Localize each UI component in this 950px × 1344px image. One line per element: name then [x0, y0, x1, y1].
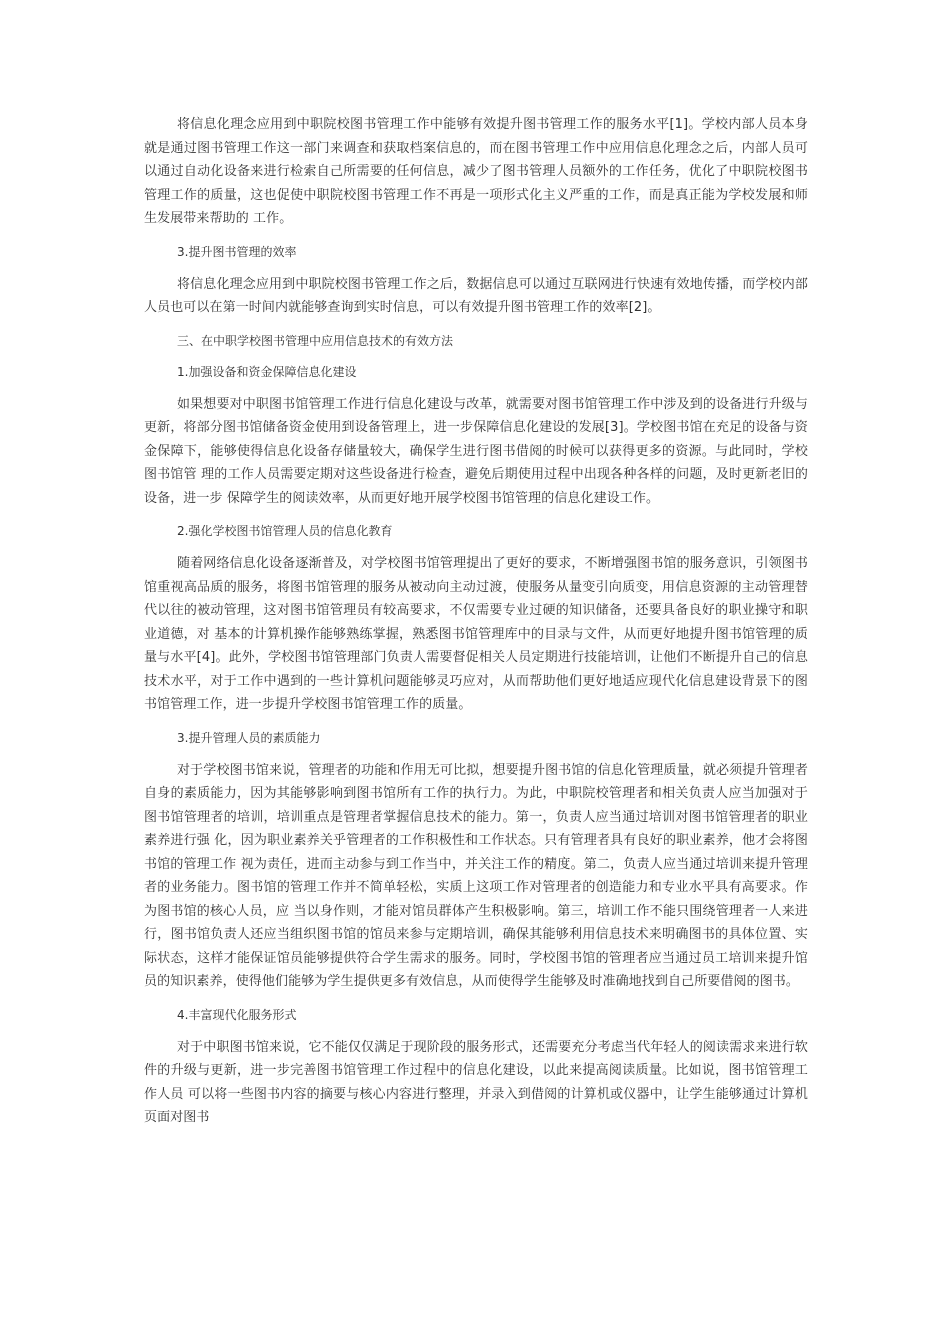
paragraph-modern-service: 对于中职图书馆来说，它不能仅仅满足于现阶段的服务形式，还需要充分考虑当代年轻人的阅读需求来进行软件的升级与更新，进一步完善图书馆管理工作过程中的信息化建设，以此来提高阅读质量。比如说，图书馆管理工作人员 可以将一些图书内容的摘要与核心内容进行整理，并录入到借阅的计算机或仪器中，让学生能够通过计算机页面对图书	[144, 1039, 808, 1125]
paragraph-staff-education: 随着网络信息化设备逐渐普及，对学校图书馆管理提出了更好的要求，不断增强图书馆的服务意识，引领图书馆重视高品质的服务，将图书馆管理的服务从被动向主动过渡，使服务从量变引向质变，用信息资源的主动管理替代以往的被动管理，这对图书馆管理员有较高要求，不仅需要专业过硬的知识储备，还要具备良好的职业操守和职业道德，对 基本的计算机操作能够熟练掌握，熟悉图书馆管理库中的目录与文件，从而更好地提升图书馆管理的质量与水平[4]。此外，学校图书馆管理部门负责人需要督促相关人员定期进行技能培训，让他们不断提升自己的信息技术水平，对于工作中遇到的一些计算机问题能够灵巧应对，从而帮助他们更好地适应现代化信息建设背景下的图书馆管理工作，进一步提升学校图书馆管理工作的质量。	[144, 556, 808, 712]
paragraph-staff-quality: 对于学校图书馆来说，管理者的功能和作用无可比拟，想要提升图书馆的信息化管理质量，就必须提升管理者自身的素质能力，因为其能够影响到图书馆所有工作的执行力。为此，中职院校管理者和相关负责人应当加强对于图书馆管理者的培训，培训重点是管理者掌握信息技术的能力。第一，负责人应当通过培训对图书馆管理者的职业素养进行强 化，因为职业素养关乎管理者的工作积极性和工作状态。只有管理者具有良好的职业素养，他才会将图书馆的管理工作 视为责任，进而主动参与到工作当中，并关注工作的精度。第二，负责人应当通过培训来提升管理者的业务能力。图书馆的管理工作并不简单轻松，实质上这项工作对管理者的创造能力和专业水平具有高要求。作为图书馆的核心人员，应 当以身作则，才能对馆员群体产生积极影响。第三，培训工作不能只围绕管理者一人来进行，图书馆负责人还应当组织图书馆的馆员来参与定期培训，确保其能够利用信息技术来明确图书的具体位置、实际状态，这样才能保证馆员能够提供符合学生需求的服务。同时，学校图书馆的管理者应当通过员工培训来提升馆员的知识素养，使得他们能够为学生提供更多有效信息，从而使得学生能够及时准确地找到自己所要借阅的图书。	[144, 762, 808, 989]
document-page	[144, 113, 808, 1141]
heading-equipment-funding: 1.加强设备和资金保障信息化建设	[177, 364, 357, 379]
heading-staff-quality: 3.提升管理人员的素质能力	[177, 730, 321, 745]
paragraph-equipment-funding: 如果想要对中职图书馆管理工作进行信息化建设与改革，就需要对图书馆管理工作中涉及到的设备进行升级与更新，将部分图书馆储备资金使用到设备管理上，进一步保障信息化建设的发展[3]。学校图书馆在充足的设备与资金保障下，能够使得信息化设备存储量较大，确保学生进行图书借阅的时候可以获得更多的资源。与此同时，学校图书馆管 理的工作人员需要定期对这些设备进行检查，避免后期使用过程中出现各种各样的问题，及时更新老旧的设备，进一步 保障学生的阅读效率，从而更好地开展学校图书馆管理的信息化建设工作。	[144, 396, 808, 506]
heading-modern-service: 4.丰富现代化服务形式	[177, 1007, 297, 1022]
heading-section-three: 三、在中职学校图书管理中应用信息技术的有效方法	[177, 333, 454, 348]
paragraph-service-level: 将信息化理念应用到中职院校图书管理工作中能够有效提升图书管理工作的服务水平[1]。学校内部人员本身就是通过图书管理工作这一部门来调查和获取档案信息的，而在图书管理工作中应用信息化理念之后，内部人员可以通过自动化设备来进行检索自己所需要的任何信息，减少了图书管理人员额外的工作任务，优化了中职院校图书管理工作的质量，这也促使中职院校图书管理工作不再是一项形式化主义严重的工作，而是真正能为学校发展和师生发展带来帮助的 工作。	[144, 117, 808, 226]
heading-efficiency: 3.提升图书管理的效率	[177, 244, 297, 259]
heading-staff-education: 2.强化学校图书馆管理人员的信息化教育	[177, 524, 393, 538]
paragraph-efficiency: 将信息化理念应用到中职院校图书管理工作之后，数据信息可以通过互联网进行快速有效地传播，而学校内部人员也可以在第一时间内就能够查询到实时信息，可以有效提升图书管理工作的效率[2]。	[144, 276, 808, 315]
